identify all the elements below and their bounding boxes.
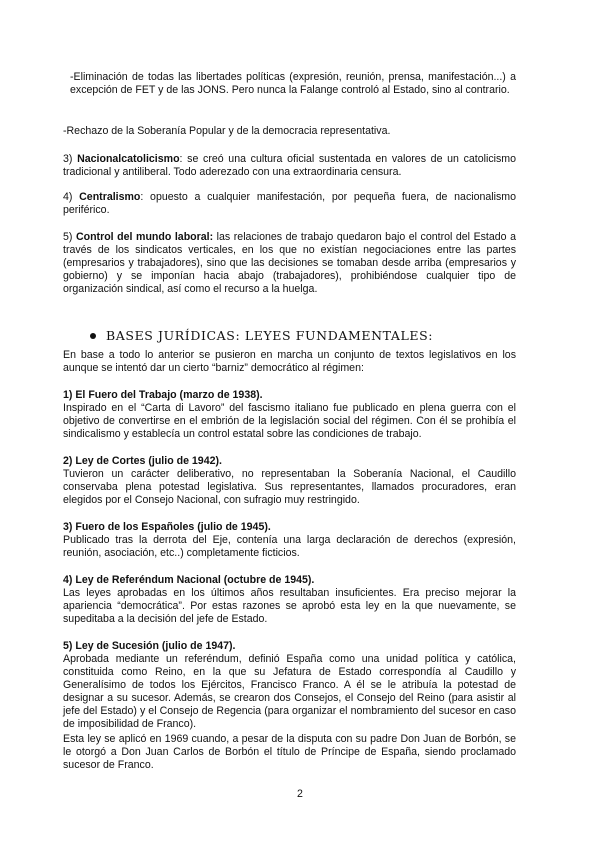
- law-title: 1) El Fuero del Trabajo (marzo de 1938).: [63, 389, 263, 401]
- item-number: 5): [63, 231, 76, 243]
- law-title: 3) Fuero de los Españoles (julio de 1945).: [63, 521, 271, 533]
- bullet-icon: [90, 333, 96, 339]
- law-text: Aprobada mediante un referéndum, definió España como una unidad política y católica, constituida como Reino, en la que su Jefatura de Estado correspondía al Caudillo y Generalísimo de todos los Ejércitos, Francisco Franco. A él se le atribuía la potestad de designar a su sucesor. Además, se crearon dos Consejos, el Consejo del Reino (para asistir al jefe del Estado) y el Consejo de Regencia (para organizar el nombramiento del sucesor en caso de imposibilidad de Franco).: [63, 653, 516, 730]
- item-label: Centralismo: [79, 191, 141, 203]
- law-text: Las leyes aprobadas en los últimos años resultaban insuficientes. Era preciso mejorar la apariencia “democrática”. Por estas razones se aprobó esta ley en la que nuevamente, se supeditaba a la decisión del jefe de Estado.: [63, 587, 516, 625]
- item-soberania: -Rechazo de la Soberanía Popular y de la democracia representativa.: [63, 125, 391, 137]
- item-label: Nacionalcatolicismo: [77, 153, 180, 165]
- item-centralismo: [63, 191, 516, 217]
- item-number: 3): [63, 153, 78, 165]
- item-control-laboral: [63, 231, 516, 296]
- section-heading-text: BASES JURÍDICAS: LEYES FUNDAMENTALES:: [106, 328, 434, 343]
- law-text: Publicado tras la derrota del Eje, contenía una larga declaración de derechos (expresión, reunión, asociación, etc..) completamente ficticios.: [63, 534, 516, 559]
- law-text-continued: Esta ley se aplicó en 1969 cuando, a pesar de la disputa con su padre Don Juan de Borbón, se le otorgó a Don Juan Carlos de Borbón el título de Príncipe de España, siendo proclamado sucesor de Franco.: [63, 733, 516, 771]
- item-nacionalcatolicismo: [63, 153, 516, 179]
- item-text: las relaciones de trabajo quedaron bajo el control del Estado a través de los sindicatos verticales, en los que no existían negociaciones entre las partes (empresarios y trabajadores), sino que las decisiones se tomaban desde arriba (empresarios y gobierno) y se imponían hacia abajo (trabajadores), prohibiéndose cualquier tipo de organización sindical, así como el recurso a la huelga.: [63, 231, 516, 295]
- page-number: 2: [297, 788, 303, 800]
- law-text: Inspirado en el “Carta di Lavoro” del fascismo italiano fue publicado en plena guerra con el objetivo de convertirse en el embrión de la legislación social del régimen. Con él se prohibía el sindicalismo y establecía un control estatal sobre las condiciones de trabajo.: [63, 402, 516, 440]
- item-libertades: -Eliminación de todas las libertades políticas (expresión, reunión, prensa, manifestación...) a excepción de FET y de las JONS. Pero nunca la Falange controló al Estado, sino al contrario.: [70, 71, 516, 96]
- section-intro: En base a todo lo anterior se pusieron en marcha un conjunto de textos legislativos en los aunque se intentó dar un cierto “barniz” democrático al régimen:: [63, 349, 516, 374]
- law-title: 5) Ley de Sucesión (julio de 1947).: [63, 640, 236, 652]
- section-heading: [90, 328, 433, 343]
- item-text: : se creó una cultura oficial sustentada en valores de un catolicismo tradicional y antiliberal. Todo aderezado con una extraordinaria censura.: [63, 153, 516, 178]
- item-label: Control del mundo laboral:: [75, 231, 214, 243]
- item-text: : opuesto a cualquier manifestación, por pequeña fuera, de nacionalismo periférico.: [63, 191, 516, 216]
- law-title: 2) Ley de Cortes (julio de 1942).: [63, 455, 222, 467]
- item-number: 4): [63, 191, 80, 203]
- law-text: Tuvieron un carácter deliberativo, no representaban la Soberanía Nacional, el Caudillo conservaba plena potestad legislativa. Sus representantes, llamados procuradores, eran elegidos por el Consejo Nacional, con sufragio muy restringido.: [63, 468, 516, 506]
- law-title: 4) Ley de Referéndum Nacional (octubre de 1945).: [63, 574, 315, 586]
